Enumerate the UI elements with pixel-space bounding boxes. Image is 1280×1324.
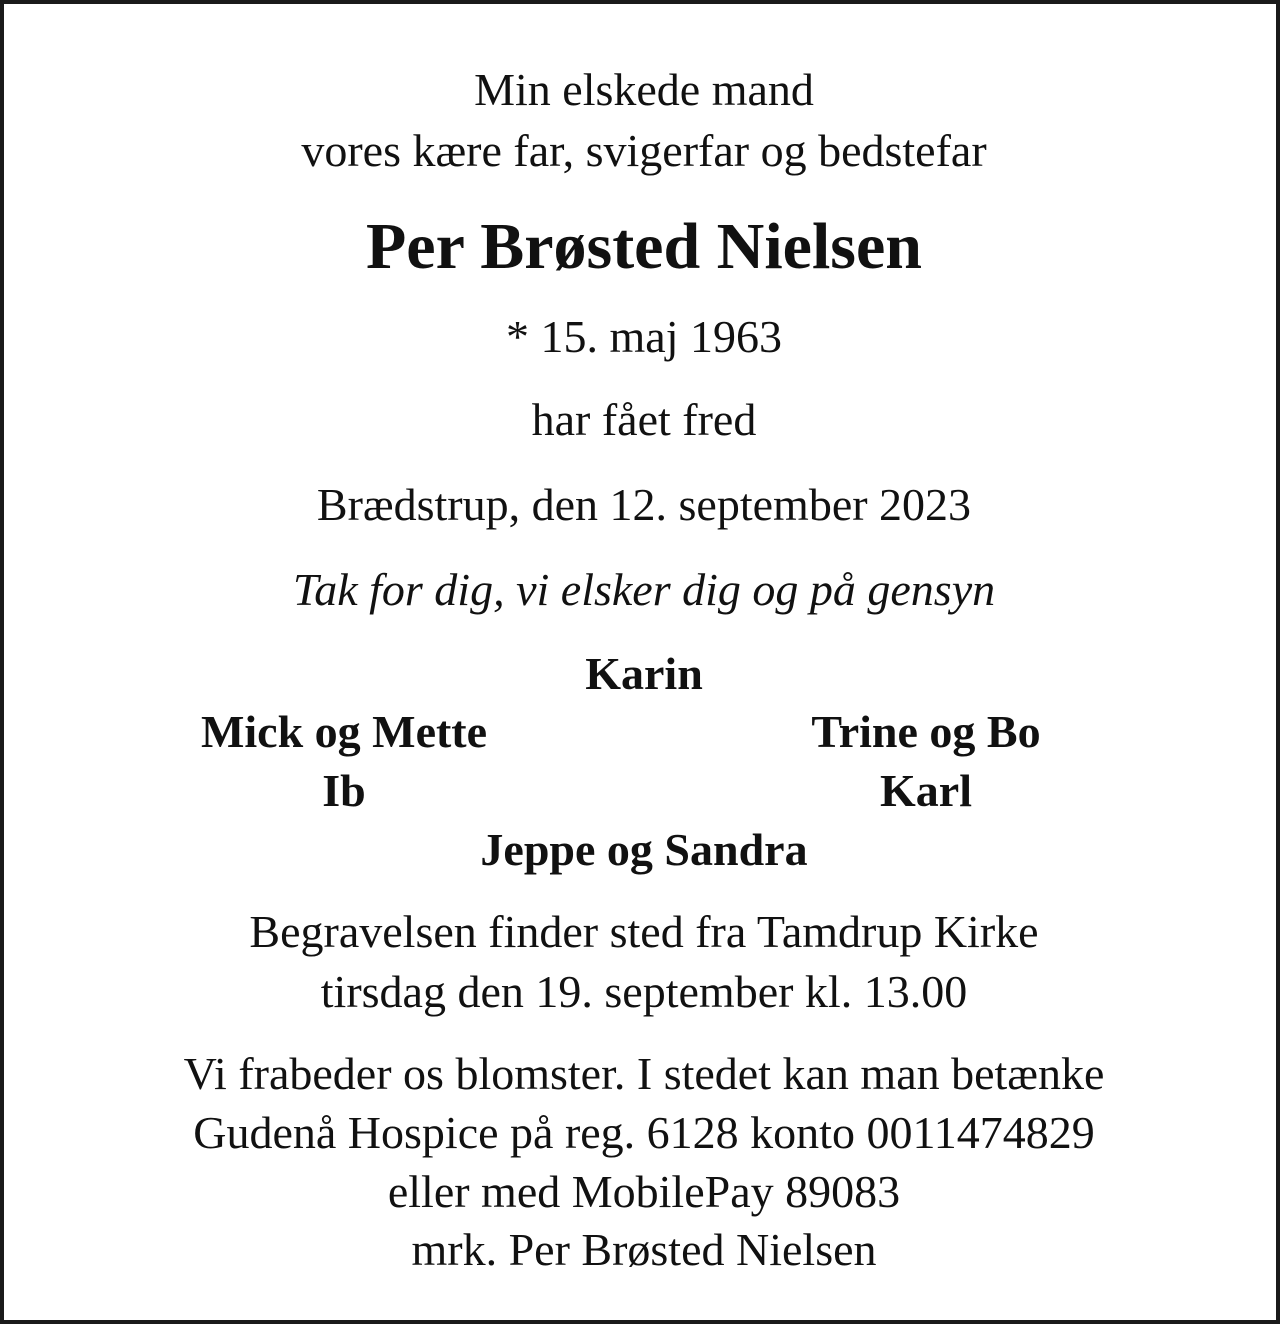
donation-line-2: Gudenå Hospice på reg. 6128 konto 0011474829 [193, 1107, 1095, 1158]
funeral-line-1: Begravelsen finder sted fra Tamdrup Kirke [249, 906, 1039, 957]
place-and-date: Brædstrup, den 12. september 2023 [316, 479, 972, 530]
birth-date: * 15. maj 1963 [506, 311, 782, 362]
family-right-1: Trine og Bo [811, 706, 1041, 757]
family-right-2: Karl [880, 765, 972, 816]
donation-line-4: mrk. Per Brøsted Nielsen [411, 1224, 877, 1275]
deceased-name: Per Brøsted Nielsen [365, 210, 922, 283]
family-left-1: Mick og Mette [200, 706, 488, 757]
intro-line-2: vores kære far, svigerfar og bedstefar [301, 125, 987, 176]
passed-text: har fået fred [531, 394, 757, 445]
donation-line-3: eller med MobilePay 89083 [387, 1166, 901, 1217]
family-left-2: Ib [322, 765, 366, 816]
family-bottom: Jeppe og Sandra [480, 824, 808, 875]
family-spouse: Karin [585, 648, 703, 699]
funeral-line-2: tirsdag den 19. september kl. 13.00 [320, 966, 968, 1017]
farewell-text: Tak for dig, vi elsker dig og på gensyn [292, 564, 996, 615]
donation-line-1: Vi frabeder os blomster. I stedet kan man betænke [183, 1048, 1105, 1099]
intro-line-1: Min elskede mand [474, 64, 814, 115]
